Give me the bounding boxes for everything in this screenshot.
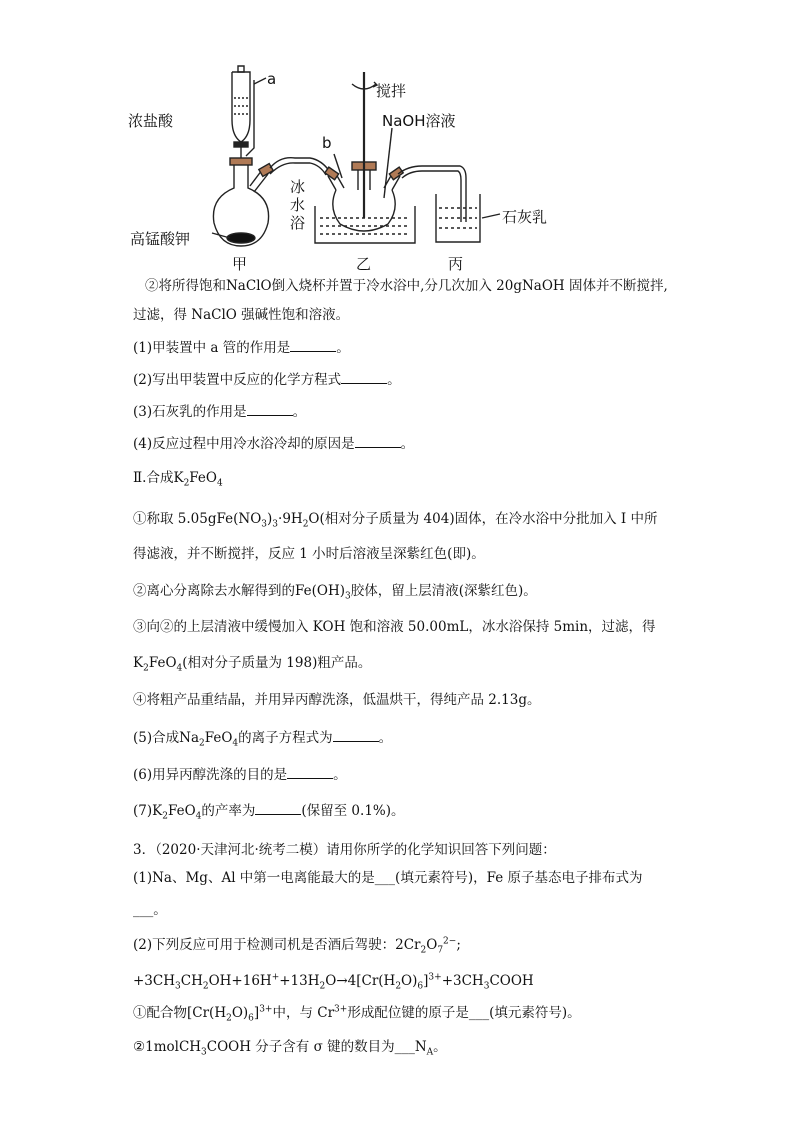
answer-blank-7[interactable] xyxy=(255,800,301,815)
question3-equation: $+3CH_3CH_2OH+16H^++13H_2O\to 4[Cr(H_2O)_6]^{3+}+3CH_3COOH$ xyxy=(133,972,534,992)
apparatus-diagram xyxy=(130,58,580,273)
label-bing: 丙 xyxy=(448,255,464,273)
label-a: a xyxy=(267,70,277,88)
answer-blank-4[interactable] xyxy=(355,433,401,448)
question-7: $(7)K_2FeO_4$的产率为 (保留至 0.1%)。 xyxy=(133,800,405,821)
funnel-stopper xyxy=(238,66,244,72)
part1-step2-line1: ②将所得饱和NaClO倒入烧杯并置于冷水浴中,分几次加入 20gNaOH 固体并不断搅拌, xyxy=(145,278,668,294)
apparatus-svg xyxy=(130,58,580,273)
label-yi: 乙 xyxy=(356,255,372,273)
label-kmno4: 高锰酸钾 xyxy=(130,230,191,248)
question-1: (1)甲装置中 a 管的作用是 。 xyxy=(133,337,350,358)
label-lime-milk: 石灰乳 xyxy=(502,208,548,226)
question-4: (4)反应过程中用冷水浴冷却的原因是 。 xyxy=(133,433,414,454)
answer-blank-1[interactable] xyxy=(290,337,336,352)
part2-step3-line1: ③向②的上层清液中缓慢加入 KOH 饱和溶液 50.00mL，冰水浴保持 5min，过滤，得 xyxy=(133,619,656,635)
question-3: (3)石灰乳的作用是 。 xyxy=(133,401,306,422)
label-b: b xyxy=(322,134,332,152)
tube-jia-yi xyxy=(270,158,330,175)
label-jia: 甲 xyxy=(232,255,248,273)
label-ice-3: 浴 xyxy=(290,214,306,232)
label-naoh-solution: NaOH溶液 xyxy=(382,112,456,130)
answer-blank-2[interactable] xyxy=(341,369,387,384)
question-5: (5)合成$Na_2FeO_4$的离子方程式为 。 xyxy=(133,727,392,748)
question3-q2: (2)下列反应可用于检测司机是否酒后驾驶：$2Cr_2O_7^{2-}$; xyxy=(133,936,461,956)
label-ice-2: 水 xyxy=(290,196,306,214)
part2-step1-line1: ①称取 $5.05gFe(NO_3)_3\cdot 9H_2O$(相对分子质量为 404)固体，在冷水浴中分批加入 I 中所 xyxy=(133,511,658,530)
question3-sub2: ②1molCH$_3$COOH 分子含有 σ 键的数目为$\_\_\_N_A$。 xyxy=(133,1039,447,1058)
label-stir: 搅拌 xyxy=(376,82,407,100)
part2-step3-line2: $K_2FeO_4$(相对分子质量为 198)粗产品。 xyxy=(133,655,372,674)
question3-intro: 3．（2020·天津河北·统考二模）请用你所学的化学知识回答下列问题： xyxy=(133,842,556,858)
question3-q1-line1: (1)Na、Mg、Al 中第一电离能最大的是___(填元素符号)，Fe 原子基态电子排布式为 xyxy=(133,870,643,886)
answer-blank-3[interactable] xyxy=(247,401,293,416)
part2-heading: Ⅱ.合成$K_2FeO_4$ xyxy=(133,470,223,489)
part2-step1-line2: 得滤液，并不断搅拌，反应 1 小时后溶液呈深紫红色(即)。 xyxy=(133,546,485,562)
label-ice-1: 冰 xyxy=(290,178,306,196)
part2-step2: ②离心分离除去水解得到的$Fe(OH)_3$胶体，留上层清液(深紫红色)。 xyxy=(133,583,537,602)
tube-yi-bing xyxy=(398,166,466,222)
question-6: (6)用异丙醇洗涤的目的是 。 xyxy=(133,764,347,785)
label-concentrated-hcl: 浓盐酸 xyxy=(128,112,174,130)
answer-blank-6[interactable] xyxy=(287,764,333,779)
part1-step2-line2: 过滤，得 NaClO 强碱性饱和溶液。 xyxy=(133,307,350,323)
question-2: (2)写出甲装置中反应的化学方程式 。 xyxy=(133,369,401,390)
part2-step4: ④将粗产品重结晶，并用异丙醇洗涤，低温烘干，得纯产品 2.13g。 xyxy=(133,692,541,708)
question3-sub1: ①配合物$[Cr(H_2O)_6]^{3+}$中，与 $Cr^{3+}$形成配位键的原子是___(填元素符号)。 xyxy=(133,1004,581,1024)
stopper-jia xyxy=(230,158,252,165)
question3-q1-line2: ___。 xyxy=(133,902,167,918)
answer-blank-5[interactable] xyxy=(333,727,379,742)
